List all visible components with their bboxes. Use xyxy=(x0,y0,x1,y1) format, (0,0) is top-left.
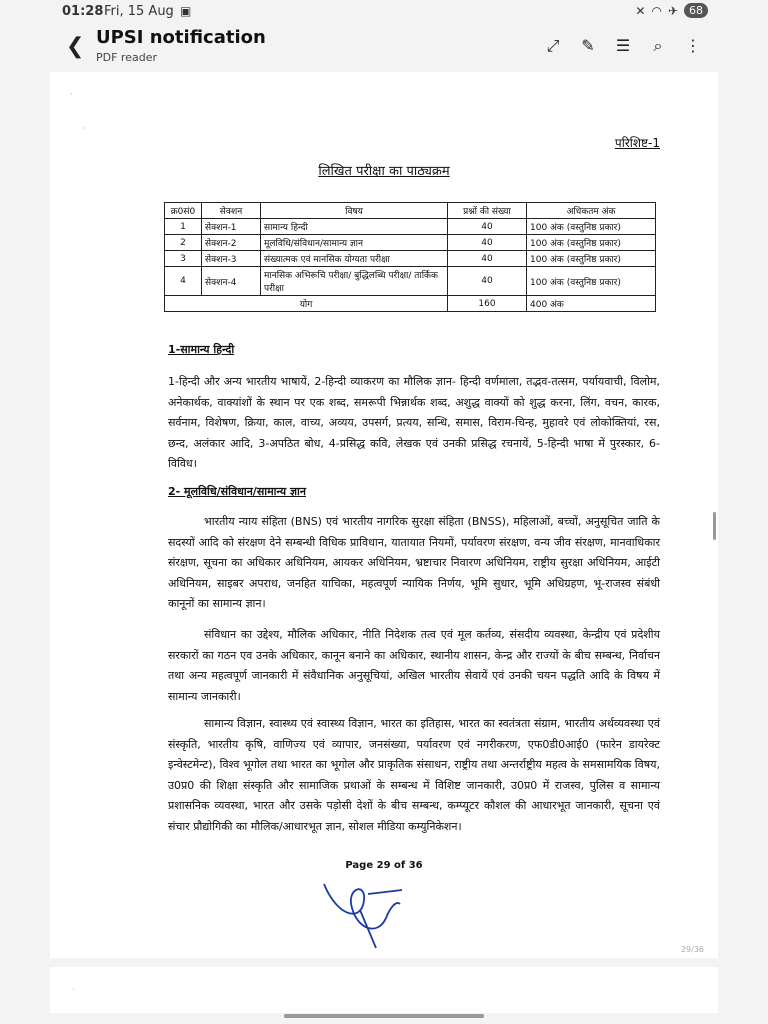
table-cell: 100 अंक (वस्तुनिष्ठ प्रकार) xyxy=(527,267,656,296)
more-options-icon[interactable]: ⋮ xyxy=(685,36,701,55)
table-cell: 100 अंक (वस्तुनिष्ठ प्रकार) xyxy=(527,235,656,251)
table-cell: 40 xyxy=(448,219,527,235)
table-header: सेक्शन xyxy=(202,203,261,219)
search-icon[interactable]: ⌕ xyxy=(653,36,663,55)
home-indicator[interactable] xyxy=(284,1014,484,1018)
document-title: लिखित परीक्षा का पाठ्यक्रम xyxy=(318,164,450,179)
table-cell: सेक्शन-1 xyxy=(202,219,261,235)
table-cell: सेक्शन-2 xyxy=(202,235,261,251)
edit-icon[interactable]: ✎ xyxy=(581,36,595,55)
table-cell: मूलविधि/संविधान/सामान्य ज्ञान xyxy=(261,235,448,251)
document-icon[interactable]: ☰ xyxy=(615,36,631,55)
table-row xyxy=(165,267,656,296)
table-cell: 100 अंक (वस्तुनिष्ठ प्रकार) xyxy=(527,251,656,267)
table-header: प्रश्नों की संख्या xyxy=(448,203,527,219)
paragraph-constitution: संविधान का उद्देश्य, मौलिक अधिकार, नीति निदेशक तत्व एवं मूल कर्तव्य, संसदीय व्यवस्था, केन्द्रीय एवं प्रदेशीय सरकारों का गठन एव उनके अधिकार, कानून बनाने का अधिकार, स्थानीय शासन, केन्द्र और राज्यों के बीच सम्बन्ध, निर्वाचन तथा अन्य महत्वपूर्ण जानकारी में संवैधानिक अनुसूचियां, अखिल भारतीय सेवायें एवं उनकी चयन पद्धति आदि के विषय में सामान्य जानकारी। xyxy=(168,628,660,703)
scan-speck: · xyxy=(72,985,75,994)
status-time: 01:28 xyxy=(62,4,104,19)
scrollbar-thumb[interactable] xyxy=(713,512,716,540)
table-header-row xyxy=(165,203,656,219)
section-heading-hindi: 1-सामान्य हिन्दी xyxy=(168,343,235,356)
notification-icon: ▣ xyxy=(180,4,192,18)
table-row xyxy=(165,235,656,251)
wifi-icon: ◠ xyxy=(651,3,662,18)
table-header: अधिकतम अंक xyxy=(527,203,656,219)
total-questions: 160 xyxy=(448,296,527,312)
expand-icon[interactable]: ⤢ xyxy=(546,36,560,55)
signature xyxy=(316,870,426,950)
status-icons xyxy=(635,3,708,18)
table-cell: सेक्शन-3 xyxy=(202,251,261,267)
table-cell: 100 अंक (वस्तुनिष्ठ प्रकार) xyxy=(527,219,656,235)
table-header: क्र0सं0 xyxy=(165,203,202,219)
mute-icon: ✕ xyxy=(635,3,646,18)
paragraph-law: भारतीय न्याय संहिता (BNS) एवं भारतीय नागरिक सुरक्षा संहिता (BNSS), महिलाओं, बच्चों, अनुसूचित जाति के सदस्यों आदि को संरक्षण देने सम्बन्धी विधिक प्राविधान, यातायात नियमों, पर्यावरण संरक्षण, वन्य जीव संरक्षण, मानवाधिकार संरक्षण, सूचना का अधिकार अधिनियम, आयकर अधिनियम, भ्रष्टाचार निवारण अधिनियम, राष्ट्रीय सुरक्षा अधिनियम, आईटी अधिनियम, साइबर अपराध, जनहित याचिका, महत्वपूर्ण न्यायिक निर्णय, भूमि सुधार, भूमि अधिग्रहण, भू-राजस्व संबंधी कानूनों का सामान्य ज्ञान। xyxy=(168,515,660,610)
back-arrow-icon[interactable]: ❮ xyxy=(66,34,85,59)
battery-icon: 68 xyxy=(684,3,708,18)
total-label: योग xyxy=(165,296,448,312)
table-cell: सामान्य हिन्दी xyxy=(261,219,448,235)
airplane-icon: ✈ xyxy=(667,3,678,18)
total-marks: 400 अंक xyxy=(527,296,656,312)
table-cell: 1 xyxy=(165,219,202,235)
table-cell: 2 xyxy=(165,235,202,251)
table-cell: मानसिक अभिरूचि परीक्षा/ बुद्धिलब्धि परीक्षा/ तार्किक परीक्षा xyxy=(261,267,448,296)
page-number: Page 29 of 36 xyxy=(345,860,423,871)
table-row xyxy=(165,251,656,267)
table-cell: सेक्शन-4 xyxy=(202,267,261,296)
table-cell: 4 xyxy=(165,267,202,296)
section-heading-law: 2- मूलविधि/संविधान/सामान्य ज्ञान xyxy=(168,485,306,498)
syllabus-table xyxy=(164,202,656,312)
page-subtitle: PDF reader xyxy=(96,51,157,64)
table-total-row xyxy=(165,296,656,312)
paragraph-general-knowledge: सामान्य विज्ञान, स्वास्थ्य एवं स्वास्थ्य विज्ञान, भारत का इतिहास, भारत का स्वतंत्रता संग्राम, भारतीय अर्थव्यवस्था एवं संस्कृति, भारतीय कृषि, वाणिज्य एवं व्यापार, जनसंख्या, पर्यावरण एवं नगरीकरण, एफ0डी0आई0 (फारेन डायरेक्ट इन्वेस्टमेन्ट), विश्व भूगोल तथा भारत का भूगोल और प्राकृतिक संसाधन, राष्ट्रीय तथा अन्तर्राष्ट्रीय महत्व के समसामयिक विषय, उ0प्र0 की शिक्षा संस्कृति और सामाजिक प्रथाओं के सम्बन्ध में विशिष्ट जानकारी, उ0प्र0 में राजस्व, पुलिस व सामान्य प्रशासनिक व्यवस्था, भारत और उसके पड़ोसी देशों के बीच सम्बन्ध, कम्प्यूटर कौशल की आधारभूत जानकारी, सूचना एवं संचार प्रौद्योगिकी का मौलिक/आधारभूत ज्ञान, सोशल मीडिया कम्युनिकेशन। xyxy=(168,717,660,833)
table-header: विषय xyxy=(261,203,448,219)
table-cell: 40 xyxy=(448,251,527,267)
table-cell: 40 xyxy=(448,235,527,251)
scan-speck: · xyxy=(70,90,73,99)
page-counter: 29/36 xyxy=(680,945,704,954)
appendix-label: परिशिष्ट-1 xyxy=(614,136,660,150)
page-title: UPSI notification xyxy=(96,27,266,48)
toolbar-actions xyxy=(544,36,702,56)
next-pdf-page[interactable] xyxy=(50,967,718,1013)
status-bar xyxy=(0,0,768,24)
table-cell: 40 xyxy=(448,267,527,296)
pdf-page[interactable] xyxy=(50,72,718,958)
table-cell: 3 xyxy=(165,251,202,267)
status-date: Fri, 15 Aug xyxy=(104,4,174,19)
table-cell: संख्यात्मक एवं मानसिक योग्यता परीक्षा xyxy=(261,251,448,267)
paragraph-hindi: 1-हिन्दी और अन्य भारतीय भाषायें, 2-हिन्दी व्याकरण का मौलिक ज्ञान- हिन्दी वर्णमाला, तद्भव-तत्सम, पर्यायवाची, विलोम, अनेकार्थक, वाक्यांशों के स्थान पर एक शब्द, समरूपी भिन्नार्थक शब्द, अशुद्ध वाक्यों को शुद्ध करना, लिंग, वचन, कारक, सर्वनाम, विशेषण, क्रिया, काल, वाच्य, अव्यय, उपसर्ग, प्रत्यय, सन्धि, समास, विराम-चिन्ह, मुहावरे एवं लोकोक्तियां, रस, छन्द, अलंकार आदि, 3-अपठित बोध, 4-प्रसिद्ध कवि, लेखक एवं उनकी प्रसिद्ध रचनायें, 5-हिन्दी भाषा में पुरस्कार, 6-विविध। xyxy=(168,375,660,470)
scan-speck: · xyxy=(82,124,85,133)
table-row xyxy=(165,219,656,235)
app-bar xyxy=(0,24,768,72)
